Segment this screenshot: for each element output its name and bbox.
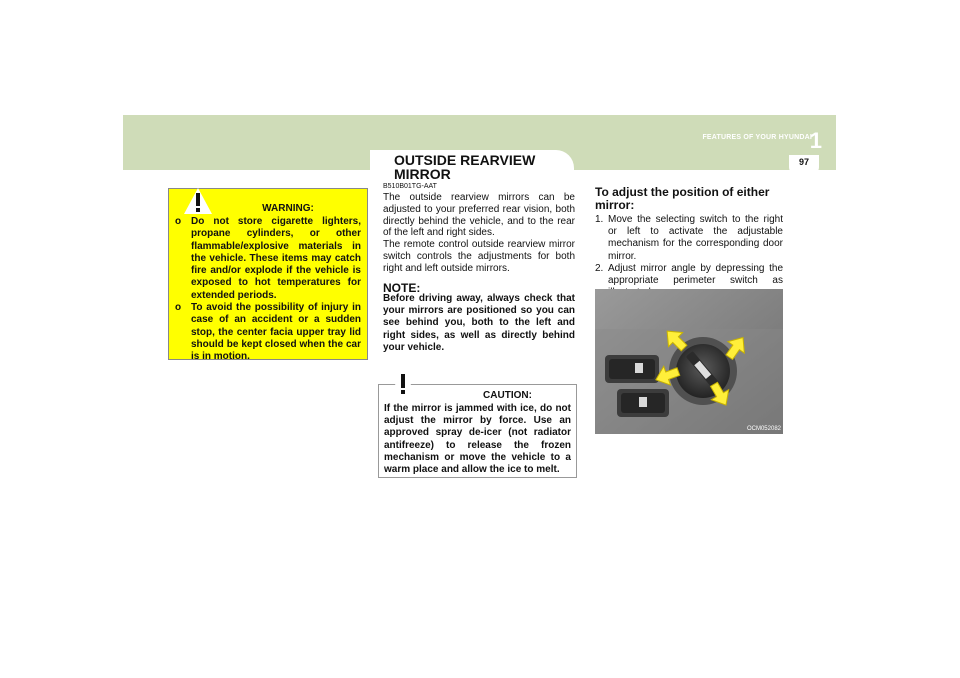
intro-paragraph: The outside rearview mirrors can be adjusted to your preferred rear vision, both directly behind the vehicle, and to the rear of the left and right sides. bbox=[383, 192, 575, 239]
adjust-title: To adjust the position of either mirror: bbox=[595, 185, 770, 212]
warning-title: WARNING: bbox=[262, 203, 314, 214]
caution-box bbox=[378, 384, 577, 478]
warning-list bbox=[175, 216, 361, 364]
step-number: 2. bbox=[595, 262, 604, 274]
warning-bullet: o bbox=[175, 302, 182, 314]
remote-control-paragraph: The remote control outside rearview mirror switch controls the adjustments for both right and left outside mirrors. bbox=[383, 239, 575, 274]
step-number: 1. bbox=[595, 214, 604, 225]
adjust-step bbox=[595, 214, 783, 263]
chapter-number: 1 bbox=[809, 128, 822, 153]
mirror-switch-illustration bbox=[595, 289, 783, 434]
warning-item bbox=[175, 302, 361, 363]
caution-exclamation-icon bbox=[388, 368, 418, 398]
window-switch-upper bbox=[605, 355, 659, 383]
photo-caption: OCM052082 bbox=[746, 426, 781, 432]
mirror-switch-photo bbox=[595, 289, 783, 434]
caution-title: CAUTION: bbox=[483, 390, 532, 401]
note-title: NOTE: bbox=[383, 281, 421, 295]
step-text: Adjust mirror angle by depressing the appropriate perimeter switch as bbox=[608, 262, 783, 287]
adjust-steps bbox=[595, 214, 783, 299]
section-title bbox=[370, 150, 574, 186]
warning-item bbox=[175, 216, 361, 302]
note-body: Before driving away, always check that your mirrors are positioned so you can see behind you, both to the left and right sides, as well as directly behind your vehicle. bbox=[383, 293, 575, 353]
warning-item-text: To avoid the possibility of injury in case of an accident or a sudden stop, the center facia upper tray lid should be kept closed when the car is in motion. bbox=[191, 302, 361, 363]
section-title-line1: OUTSIDE REARVIEW bbox=[394, 152, 536, 168]
page-number: 97 bbox=[789, 155, 819, 175]
section-title-line2: MIRROR bbox=[394, 166, 451, 182]
chapter-label: FEATURES OF YOUR HYUNDAI bbox=[702, 134, 812, 141]
warning-triangle-icon bbox=[183, 186, 213, 216]
window-switch-lower bbox=[617, 389, 669, 417]
step-text: Move the selecting switch to the right or left to activate the adjustable mechanism for the corresponding door mirror. bbox=[608, 214, 783, 262]
caution-body: If the mirror is jammed with ice, do not adjust the mirror by force. Use an approved spray de-icer (not radiator antifreeze) to release the frozen mechanism or move the vehicle to a warm place and allow the ice to melt. bbox=[384, 403, 571, 476]
warning-item-text: Do not store cigarette lighters, propane cylinders, or other flammable/explosive materials in the vehicle. These items may catch fire and/or explode if the vehicle is exposed to hot temperatures for extended periods. bbox=[191, 216, 361, 301]
warning-bullet: o bbox=[175, 216, 182, 227]
section-code: B510B01TG-AAT bbox=[383, 183, 437, 190]
